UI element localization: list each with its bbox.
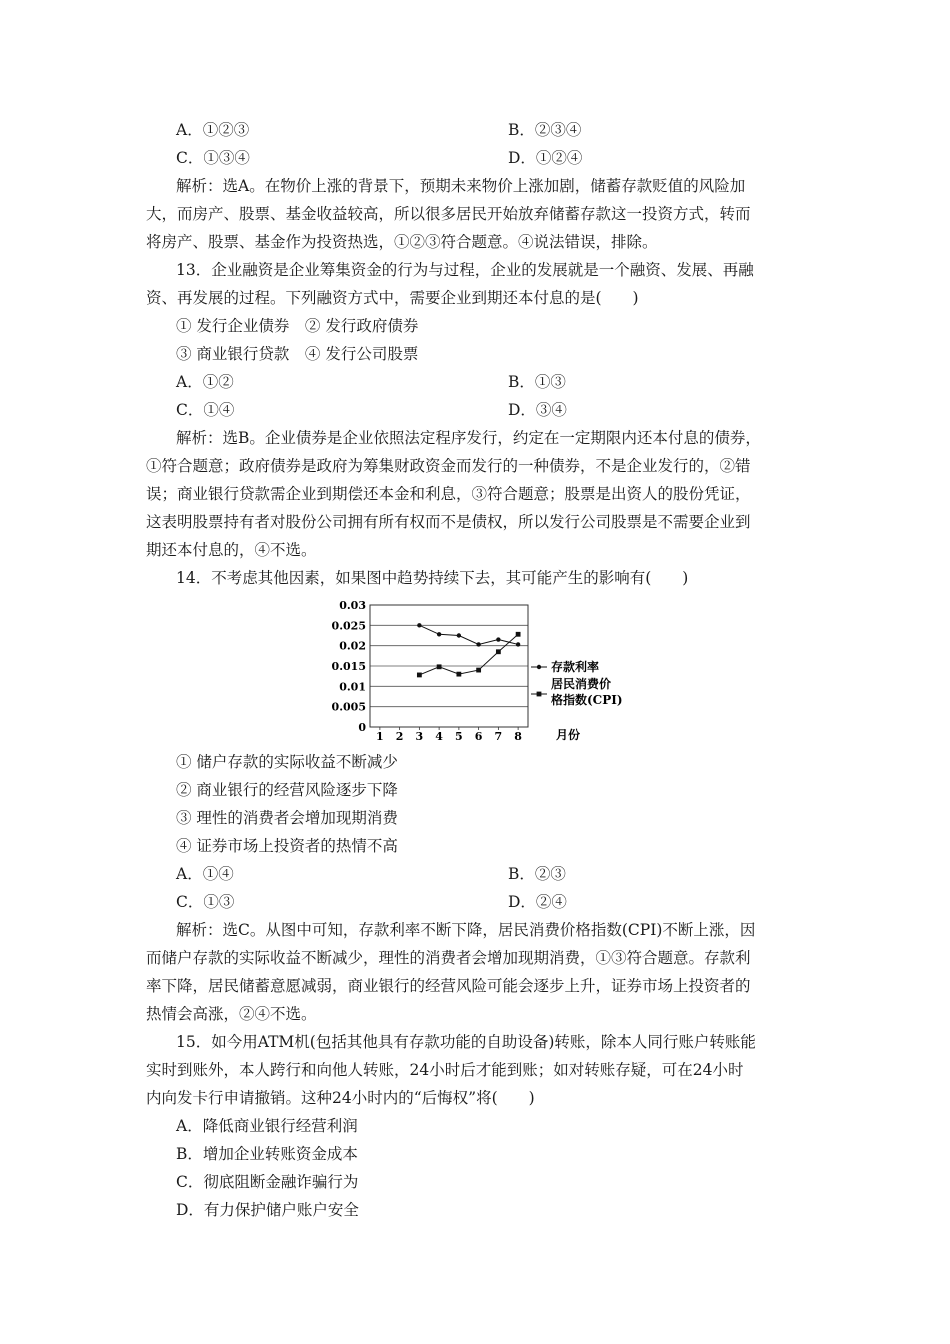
legend-label: 存款利率 [551,660,600,674]
q14-item-line: ③ 理性的消费者会增加现期消费 [176,809,398,827]
q15-option-a: A．降低商业银行经营利润 [176,1117,358,1135]
q12-options-row-2 [146,144,810,172]
q15-stem-line: 实时到账外，本人跨行和向他人转账，24小时后才能到账；如对转账存疑，可在24小时 [146,1061,744,1079]
q12-option-b: B．②③④ [508,121,582,139]
q14-line-chart [326,596,686,742]
data-point [417,623,421,627]
q13-item-line: ③ 商业银行贷款 ④ 发行公司股票 [176,345,419,363]
data-point [456,672,461,677]
q15-option-b: B．增加企业转账资金成本 [176,1145,358,1163]
data-point [496,637,500,641]
y-tick-label: 0.025 [331,619,366,633]
q12-options-row-1 [146,116,810,144]
q15-stem-line: 内向发卡行申请撤销。这种24小时内的“后悔权”将( ) [146,1089,535,1107]
y-tick-label: 0.005 [331,700,366,714]
x-axis-label: 月份 [556,728,581,742]
legend-marker [537,665,541,669]
data-point [476,668,481,673]
q14-option-c: C．①③ [176,893,235,911]
q12-analysis-line: 大，而房产、股票、基金收益较高，所以很多居民开始放弃储蓄存款这一投资方式，转而 [146,205,751,223]
x-tick-label: 2 [395,730,404,742]
q14-analysis-line: 而储户存款的实际收益不断减少，理性的消费者会增加现期消费，①③符合题意。存款利 [146,949,751,967]
series-line [419,625,518,644]
q13-analysis-line: 期还本付息的，④不选。 [146,541,317,559]
document-page [146,116,810,1224]
data-point [437,632,441,636]
x-tick-label: 4 [435,730,443,742]
x-tick-label: 8 [514,730,522,742]
q13-option-b: B．①③ [508,373,566,391]
data-point [496,649,501,654]
data-point [476,642,480,646]
q14-options-row-2 [146,888,810,916]
x-tick-label: 5 [455,730,463,742]
q13-option-c: C．①④ [176,401,235,419]
x-tick-label: 3 [415,730,424,742]
legend-marker [537,692,542,697]
q12-option-d: D．①②④ [508,149,583,167]
data-point [457,633,461,637]
legend-label: 格指数(CPI) [551,693,623,707]
data-point [437,664,442,669]
y-tick-label: 0.015 [331,660,366,673]
q14-item-line: ① 储户存款的实际收益不断减少 [176,753,398,771]
q13-analysis-line: 这表明股票持有者对股份公司拥有所有权而不是债权，所以发行公司股票是不需要企业到 [146,513,751,531]
q14-chart-container [146,596,810,742]
q14-analysis-line: 热情会高涨，②④不选。 [146,1005,317,1023]
q15-option-c: C．彻底阻断金融诈骗行为 [176,1173,359,1191]
q13-option-a: A．①② [176,373,234,391]
data-point [516,632,521,637]
x-tick-label: 1 [376,730,384,742]
y-tick-label: 0.02 [339,639,366,653]
q13-options-row-1 [146,368,810,396]
x-tick-label: 7 [494,730,503,742]
q13-options-row-2 [146,396,810,424]
q13-option-d: D．③④ [508,401,567,419]
q12-analysis-line: 将房产、股票、基金作为投资热选，①②③符合题意。④说法错误，排除。 [146,233,658,251]
q12-analysis-line: 解析：选A。在物价上涨的背景下，预期未来物价上涨加剧，储蓄存款贬值的风险加 [176,177,746,195]
y-tick-label: 0.03 [339,599,366,612]
q12-option-a: A．①②③ [176,121,250,139]
q14-stem: 14．不考虑其他因素，如果图中趋势持续下去，其可能产生的影响有( ) [176,569,689,587]
x-tick-label: 6 [474,730,483,742]
q12-option-c: C．①③④ [176,149,250,167]
q14-item-line: ② 商业银行的经营风险逐步下降 [176,781,398,799]
q15-stem-line: 15．如今用ATM机(包括其他具有存款功能的自助设备)转账，除本人同行账户转账能 [176,1033,756,1051]
q13-analysis-line: 解析：选B。企业债券是企业依照法定程序发行，约定在一定期限内还本付息的债券， [176,429,761,447]
y-tick-label: 0.01 [339,680,366,694]
q13-stem-line: 资、再发展的过程。下列融资方式中，需要企业到期还本付息的是( ) [146,289,639,307]
q14-options-row-1 [146,860,810,888]
q13-analysis-line: 误；商业银行贷款需企业到期偿还本金和利息，③符合题意；股票是出资人的股份凭证， [146,485,751,503]
y-tick-label: 0 [358,721,366,734]
q15-option-d: D．有力保护储户账户安全 [176,1201,359,1219]
q13-item-line: ① 发行企业债券 ② 发行政府债券 [176,317,419,335]
legend-label: 居民消费价 [551,677,612,691]
data-point [516,642,520,646]
q14-analysis-line: 解析：选C。从图中可知，存款利率不断下降，居民消费价格指数(CPI)不断上涨，因 [176,921,756,939]
q14-item-line: ④ 证券市场上投资者的热情不高 [176,837,398,855]
data-point [417,673,422,678]
q14-option-d: D．②④ [508,893,567,911]
q13-analysis-line: ①符合题意；政府债券是政府为筹集财政资金而发行的一种债券，不是企业发行的，②错 [146,457,751,475]
q14-option-a: A．①④ [176,865,234,883]
q14-analysis-line: 率下降，居民储蓄意愿减弱，商业银行的经营风险可能会逐步上升，证券市场上投资者的 [146,977,751,995]
q14-option-b: B．②③ [508,865,566,883]
q13-stem-line: 13．企业融资是企业筹集资金的行为与过程，企业的发展就是一个融资、发展、再融 [176,261,754,279]
